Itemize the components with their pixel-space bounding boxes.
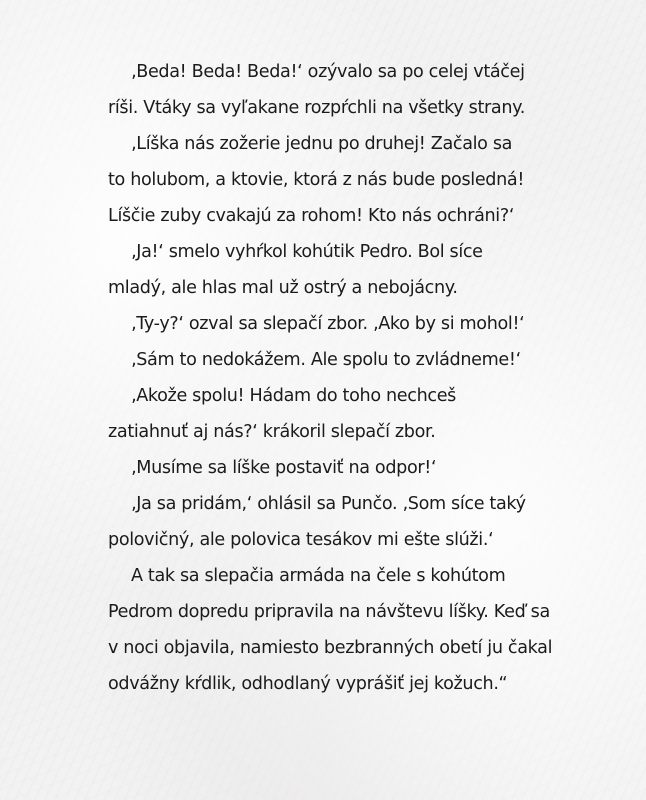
story-line: Líščie zuby cvakajú za rohom! Kto nás ochráni?‘ bbox=[108, 206, 515, 226]
story-line: ‚Ty-y?‘ ozval sa slepačí zbor. ‚Ako by si mohol!‘ bbox=[131, 314, 525, 334]
story-line: ‚Beda! Beda! Beda!‘ ozývalo sa po celej vtáčej bbox=[131, 62, 525, 82]
story-line: A tak sa slepačia armáda na čele s kohútom bbox=[131, 566, 506, 586]
story-line: ‚Musíme sa líške postaviť na odpor!‘ bbox=[131, 458, 437, 478]
story-line: to holubom, a ktovie, ktorá z nás bude posledná! bbox=[108, 170, 525, 190]
story-line: ‚Ja sa pridám,‘ ohlásil sa Punčo. ‚Som síce taký bbox=[131, 494, 526, 514]
story-line: ríši. Vtáky sa vyľakane rozpŕchli na všetky strany. bbox=[108, 98, 525, 118]
story-line: ‚Líška nás zožerie jednu po druhej! Začalo sa bbox=[131, 134, 513, 154]
story-line: polovičný, ale polovica tesákov mi ešte slúži.‘ bbox=[108, 530, 494, 550]
story-line: ‚Sám to nedokážem. Ale spolu to zvládneme!‘ bbox=[131, 350, 521, 370]
story-line: ‚Akože spolu! Hádam do toho nechceš bbox=[131, 386, 456, 406]
story-line: Pedrom dopredu pripravila na návštevu líšky. Keď sa bbox=[108, 602, 550, 622]
story-line: zatiahnuť aj nás?‘ krákoril slepačí zbor. bbox=[108, 422, 436, 442]
story-line: odvážny kŕdlik, odhodlaný vyprášiť jej kožuch.“ bbox=[108, 674, 508, 694]
story-line: ‚Ja!‘ smelo vyhŕkol kohútik Pedro. Bol síce bbox=[131, 242, 483, 262]
story-line: mladý, ale hlas mal už ostrý a nebojácny. bbox=[108, 278, 458, 298]
story-line: v noci objavila, namiesto bezbranných obetí ju čakal bbox=[108, 638, 553, 658]
